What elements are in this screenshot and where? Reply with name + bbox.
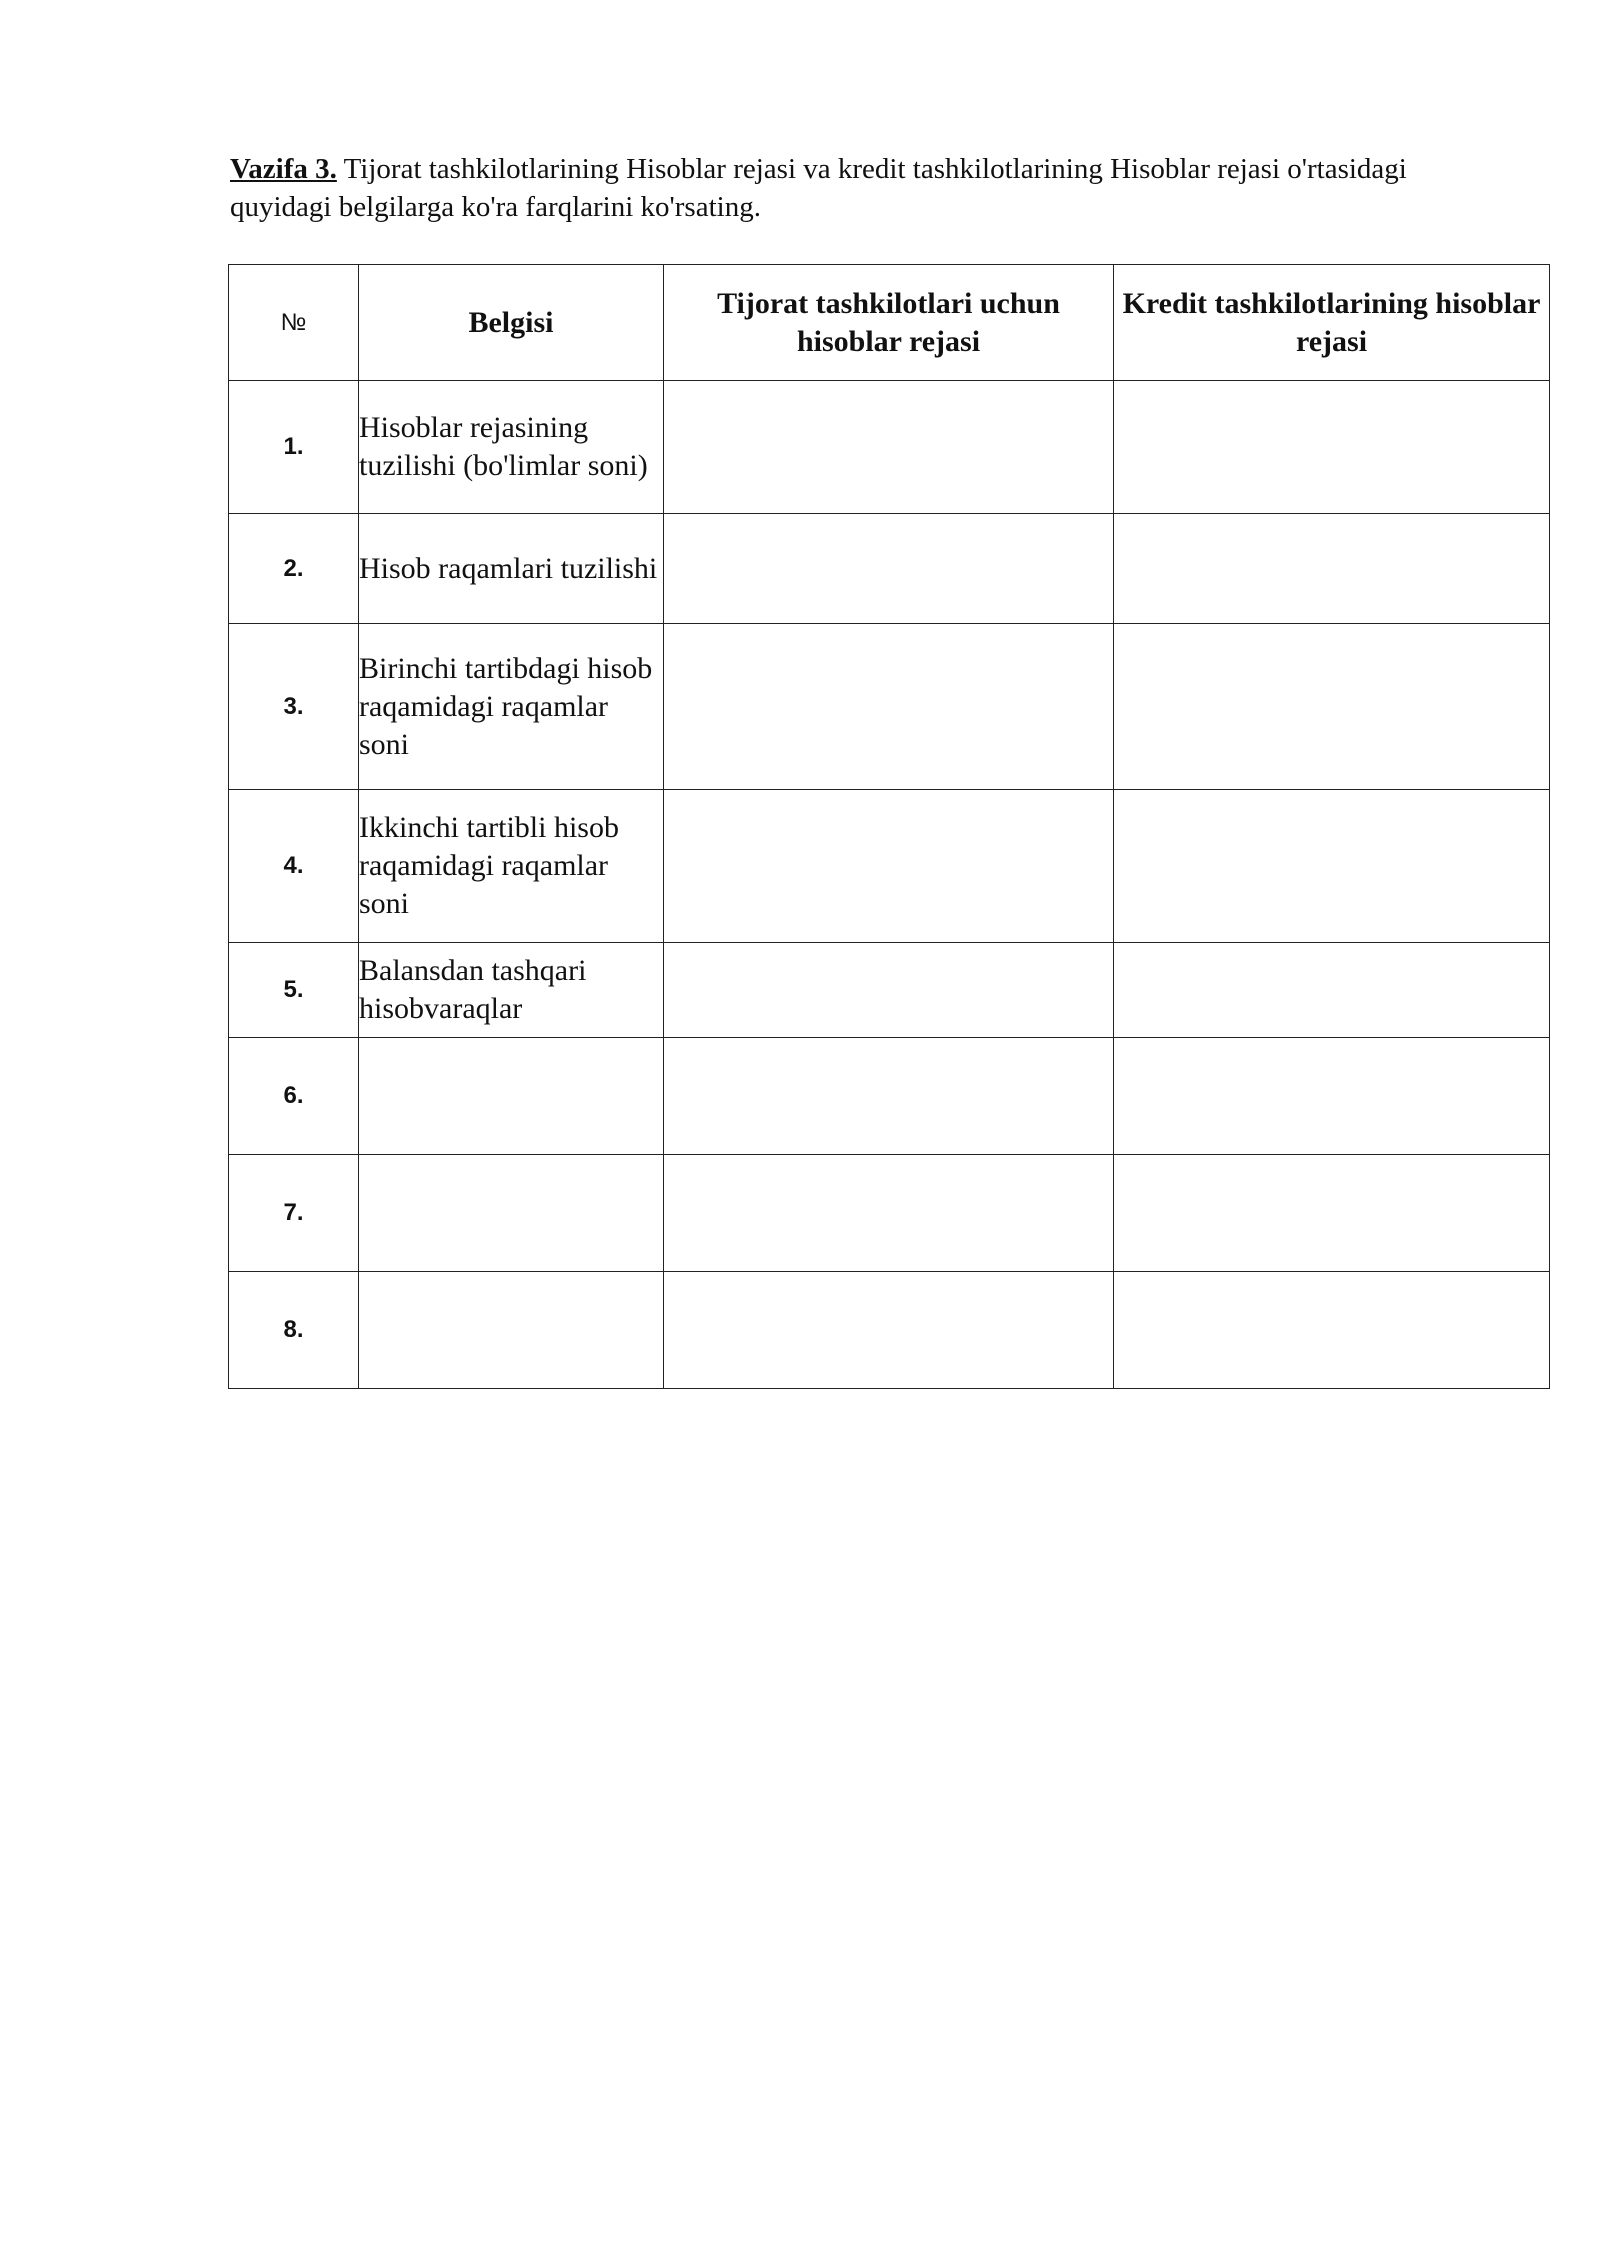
header-feature: Belgisi bbox=[359, 265, 664, 381]
table-row bbox=[229, 1272, 1550, 1389]
row-number: 8. bbox=[229, 1272, 359, 1389]
row-feature: Balansdan tashqari hisobvaraqlar bbox=[359, 943, 664, 1038]
row-feature: Birinchi tartibdagi hisob raqamidagi raqamlar soni bbox=[359, 624, 664, 790]
table-row bbox=[229, 381, 1550, 514]
row-feature[interactable] bbox=[359, 1038, 664, 1155]
row-number: 5. bbox=[229, 943, 359, 1038]
table-header-row bbox=[229, 265, 1550, 381]
row-number: 4. bbox=[229, 790, 359, 943]
row-feature[interactable] bbox=[359, 1272, 664, 1389]
row-credit-cell[interactable] bbox=[1114, 790, 1550, 943]
row-commercial-cell[interactable] bbox=[664, 1038, 1114, 1155]
header-credit: Kredit tashkilotlarining hisoblar rejasi bbox=[1114, 265, 1550, 381]
row-feature: Ikkinchi tartibli hisob raqamidagi raqamlar soni bbox=[359, 790, 664, 943]
row-number: 3. bbox=[229, 624, 359, 790]
row-feature[interactable] bbox=[359, 1155, 664, 1272]
row-number: 1. bbox=[229, 381, 359, 514]
row-credit-cell[interactable] bbox=[1114, 1038, 1550, 1155]
table-row bbox=[229, 514, 1550, 624]
row-number: 6. bbox=[229, 1038, 359, 1155]
row-credit-cell[interactable] bbox=[1114, 1155, 1550, 1272]
row-commercial-cell[interactable] bbox=[664, 943, 1114, 1038]
header-number: № bbox=[229, 265, 359, 381]
row-feature: Hisob raqamlari tuzilishi bbox=[359, 514, 664, 624]
task-text: Tijorat tashkilotlarining Hisoblar rejasi va kredit tashkilotlarining Hisoblar rejasi o'rtasidagi quyidagi belgilarga ko'ra farqlarini ko'rsating. bbox=[230, 153, 1407, 223]
row-credit-cell[interactable] bbox=[1114, 943, 1550, 1038]
row-commercial-cell[interactable] bbox=[664, 624, 1114, 790]
row-number: 7. bbox=[229, 1155, 359, 1272]
task-statement bbox=[230, 150, 1430, 226]
row-number: 2. bbox=[229, 514, 359, 624]
row-credit-cell[interactable] bbox=[1114, 514, 1550, 624]
table-row bbox=[229, 943, 1550, 1038]
row-commercial-cell[interactable] bbox=[664, 514, 1114, 624]
table-row bbox=[229, 1038, 1550, 1155]
row-commercial-cell[interactable] bbox=[664, 381, 1114, 514]
table-row bbox=[229, 624, 1550, 790]
table-row bbox=[229, 1155, 1550, 1272]
table-row bbox=[229, 790, 1550, 943]
row-feature: Hisoblar rejasining tuzilishi (bo'limlar soni) bbox=[359, 381, 664, 514]
header-commercial: Tijorat tashkilotlari uchun hisoblar rejasi bbox=[664, 265, 1114, 381]
row-credit-cell[interactable] bbox=[1114, 381, 1550, 514]
task-label: Vazifa 3. bbox=[230, 153, 337, 185]
row-commercial-cell[interactable] bbox=[664, 1272, 1114, 1389]
comparison-table bbox=[228, 264, 1550, 1389]
row-commercial-cell[interactable] bbox=[664, 1155, 1114, 1272]
row-credit-cell[interactable] bbox=[1114, 1272, 1550, 1389]
row-credit-cell[interactable] bbox=[1114, 624, 1550, 790]
row-commercial-cell[interactable] bbox=[664, 790, 1114, 943]
